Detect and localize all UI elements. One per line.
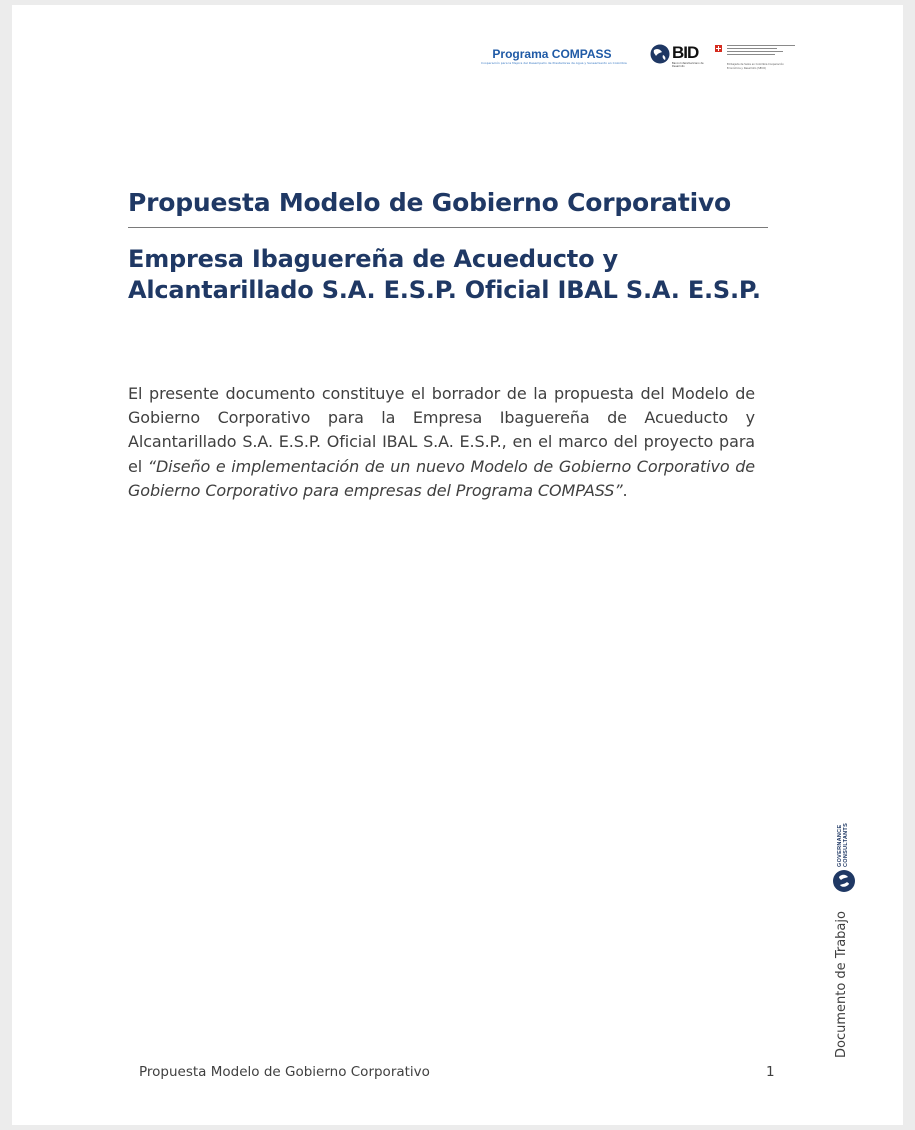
swiss-subtitle: Embajada de Suiza en Colombia Cooperación Económica y Desarrollo (SECO) [727, 63, 784, 70]
gov-logo-line2: CONSULTANTS [843, 822, 849, 867]
intro-text: El presente documento constituye el borrador de la propuesta del Modelo de Gobierno Corporativo para la Empresa Ibaguereña de Acueducto y Alcantarillado S.A. E.S.P. Oficial IBAL S.A. E.S.P., en el marco del proyecto para el [128, 384, 755, 476]
swiss-text-lines [727, 45, 795, 57]
governance-consultants-icon [831, 868, 857, 894]
document-page [12, 5, 903, 1125]
subtitle-line-1: Empresa Ibaguereña de Acueducto y [128, 245, 618, 273]
document-subtitle [128, 244, 761, 306]
swiss-flag-icon [715, 45, 722, 52]
working-document-label: Documento de Trabajo [834, 911, 849, 1058]
bid-globe-icon [650, 44, 670, 64]
governance-consultants-logo-text [837, 823, 849, 867]
bid-subtitle: Banco Interamericano de Desarrollo [672, 62, 704, 68]
bid-logo-text: BID [672, 43, 699, 62]
program-title: Programa COMPASS [492, 47, 612, 61]
gov-logo-line1: GOVERNANCE [837, 824, 843, 867]
document-title: Propuesta Modelo de Gobierno Corporativo [128, 188, 732, 217]
program-compass-logo [481, 47, 627, 66]
page-number: 1 [766, 1064, 775, 1080]
footer-title: Propuesta Modelo de Gobierno Corporativo [139, 1064, 430, 1080]
intro-paragraph [128, 382, 755, 503]
program-subtitle: Cooperación para la Mejora del Desempeño de Prestadores de Agua y Saneamiento en Colombia [481, 61, 627, 65]
title-divider [128, 227, 768, 228]
intro-end: . [622, 480, 628, 500]
project-name: “Diseño e implementación de un nuevo Modelo de Gobierno Corporativo de Gobierno Corporativo para empresas del Programa COMPASS” [128, 456, 755, 500]
subtitle-line-2: Alcantarillado S.A. E.S.P. Oficial IBAL S.A. E.S.P. [128, 276, 761, 304]
